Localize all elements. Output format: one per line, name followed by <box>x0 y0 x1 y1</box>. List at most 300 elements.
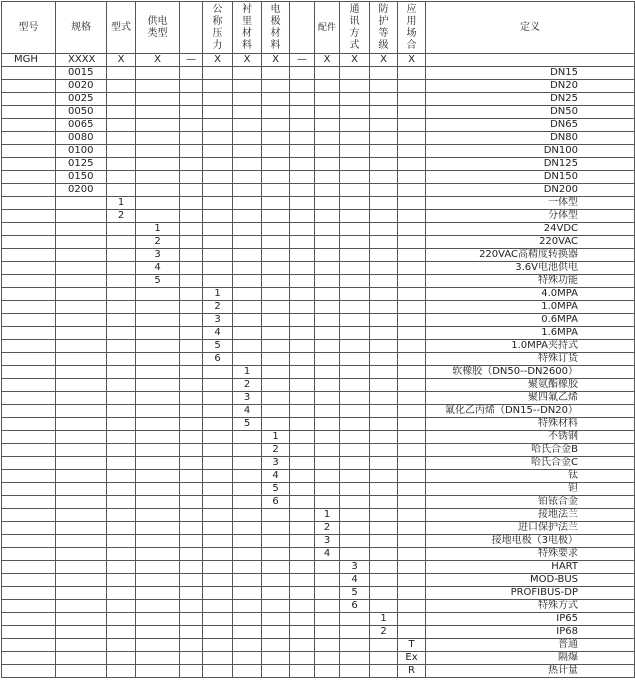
empty-cell <box>136 288 180 301</box>
option-code-electrode: 6 <box>262 496 290 509</box>
empty-cell <box>340 262 370 275</box>
empty-cell <box>290 561 315 574</box>
empty-cell <box>370 93 398 106</box>
empty-cell <box>340 457 370 470</box>
empty-cell <box>2 431 56 444</box>
empty-cell <box>136 587 180 600</box>
empty-cell <box>2 67 56 80</box>
table-row <box>2 67 635 80</box>
empty-cell <box>136 509 180 522</box>
empty-cell <box>107 665 136 678</box>
empty-cell <box>262 275 290 288</box>
empty-cell <box>315 223 340 236</box>
header-row <box>2 2 635 54</box>
empty-cell <box>107 80 136 93</box>
empty-cell <box>262 613 290 626</box>
empty-cell <box>315 158 340 171</box>
empty-cell <box>315 626 340 639</box>
empty-cell <box>136 444 180 457</box>
empty-cell <box>56 418 107 431</box>
code-fitting: X <box>315 54 340 67</box>
code-definition <box>426 54 635 67</box>
empty-cell <box>262 522 290 535</box>
empty-cell <box>203 392 233 405</box>
empty-cell <box>398 171 426 184</box>
option-definition: 聚四氟乙烯 <box>426 392 635 405</box>
empty-cell <box>262 171 290 184</box>
empty-cell <box>290 405 315 418</box>
empty-cell <box>203 275 233 288</box>
empty-cell <box>315 301 340 314</box>
table-row <box>2 106 635 119</box>
option-definition: 24VDC <box>426 223 635 236</box>
empty-cell <box>2 392 56 405</box>
empty-cell <box>315 314 340 327</box>
empty-cell <box>180 444 203 457</box>
empty-cell <box>370 80 398 93</box>
empty-cell <box>340 444 370 457</box>
option-code-comm: 5 <box>340 587 370 600</box>
empty-cell <box>315 639 340 652</box>
empty-cell <box>262 184 290 197</box>
empty-cell <box>136 431 180 444</box>
option-code-power: 1 <box>136 223 180 236</box>
empty-cell <box>290 184 315 197</box>
option-definition: DN15 <box>426 67 635 80</box>
empty-cell <box>370 405 398 418</box>
empty-cell <box>398 561 426 574</box>
empty-cell <box>136 210 180 223</box>
empty-cell <box>262 145 290 158</box>
header-dash-2 <box>290 2 315 54</box>
empty-cell <box>370 548 398 561</box>
option-definition: 特殊功能 <box>426 275 635 288</box>
option-code-fitting: 4 <box>315 548 340 561</box>
empty-cell <box>107 613 136 626</box>
empty-cell <box>56 509 107 522</box>
empty-cell <box>136 665 180 678</box>
code-dash-2: — <box>290 54 315 67</box>
empty-cell <box>180 197 203 210</box>
empty-cell <box>340 171 370 184</box>
empty-cell <box>56 639 107 652</box>
empty-cell <box>262 652 290 665</box>
empty-cell <box>290 535 315 548</box>
option-code-electrode: 1 <box>262 431 290 444</box>
code-lining: X <box>233 54 262 67</box>
option-code-spec: 0200 <box>56 184 107 197</box>
empty-cell <box>56 613 107 626</box>
empty-cell <box>315 600 340 613</box>
empty-cell <box>262 418 290 431</box>
empty-cell <box>262 314 290 327</box>
empty-cell <box>107 561 136 574</box>
empty-cell <box>180 145 203 158</box>
empty-cell <box>290 652 315 665</box>
option-definition: 进口保护法兰 <box>426 522 635 535</box>
code-comm: X <box>340 54 370 67</box>
empty-cell <box>107 340 136 353</box>
option-definition: IP68 <box>426 626 635 639</box>
empty-cell <box>370 158 398 171</box>
empty-cell <box>290 158 315 171</box>
empty-cell <box>180 184 203 197</box>
empty-cell <box>315 496 340 509</box>
table-row <box>2 184 635 197</box>
empty-cell <box>398 236 426 249</box>
empty-cell <box>203 80 233 93</box>
empty-cell <box>315 210 340 223</box>
option-definition: DN65 <box>426 119 635 132</box>
option-code-lining: 3 <box>233 392 262 405</box>
empty-cell <box>180 288 203 301</box>
option-code-application: Ex <box>398 652 426 665</box>
option-code-pressure: 5 <box>203 340 233 353</box>
empty-cell <box>290 80 315 93</box>
empty-cell <box>107 262 136 275</box>
empty-cell <box>262 379 290 392</box>
table-row <box>2 275 635 288</box>
empty-cell <box>203 67 233 80</box>
option-definition: 不锈钢 <box>426 431 635 444</box>
empty-cell <box>136 613 180 626</box>
empty-cell <box>180 522 203 535</box>
empty-cell <box>180 457 203 470</box>
empty-cell <box>203 262 233 275</box>
option-definition: PROFIBUS-DP <box>426 587 635 600</box>
empty-cell <box>370 379 398 392</box>
empty-cell <box>398 288 426 301</box>
option-definition: 普通 <box>426 639 635 652</box>
option-code-spec: 0080 <box>56 132 107 145</box>
header-power <box>136 2 180 54</box>
empty-cell <box>315 80 340 93</box>
empty-cell <box>56 431 107 444</box>
empty-cell <box>56 301 107 314</box>
option-definition: 接地法兰 <box>426 509 635 522</box>
empty-cell <box>136 418 180 431</box>
empty-cell <box>315 470 340 483</box>
option-definition: DN150 <box>426 171 635 184</box>
empty-cell <box>290 340 315 353</box>
empty-cell <box>56 327 107 340</box>
empty-cell <box>107 132 136 145</box>
empty-cell <box>315 379 340 392</box>
option-definition: DN25 <box>426 93 635 106</box>
empty-cell <box>340 535 370 548</box>
empty-cell <box>203 405 233 418</box>
empty-cell <box>370 509 398 522</box>
code-protect: X <box>370 54 398 67</box>
empty-cell <box>2 587 56 600</box>
empty-cell <box>180 171 203 184</box>
empty-cell <box>290 613 315 626</box>
empty-cell <box>180 67 203 80</box>
empty-cell <box>315 418 340 431</box>
empty-cell <box>2 210 56 223</box>
option-code-protect: 2 <box>370 626 398 639</box>
empty-cell <box>2 496 56 509</box>
empty-cell <box>136 574 180 587</box>
empty-cell <box>56 210 107 223</box>
empty-cell <box>107 288 136 301</box>
empty-cell <box>180 132 203 145</box>
empty-cell <box>136 80 180 93</box>
empty-cell <box>290 457 315 470</box>
empty-cell <box>2 301 56 314</box>
option-definition: MOD-BUS <box>426 574 635 587</box>
empty-cell <box>56 574 107 587</box>
empty-cell <box>180 600 203 613</box>
empty-cell <box>233 301 262 314</box>
empty-cell <box>2 652 56 665</box>
empty-cell <box>136 93 180 106</box>
empty-cell <box>56 587 107 600</box>
empty-cell <box>370 639 398 652</box>
option-code-fitting: 3 <box>315 535 340 548</box>
empty-cell <box>233 509 262 522</box>
table-row <box>2 288 635 301</box>
empty-cell <box>107 392 136 405</box>
empty-cell <box>233 171 262 184</box>
empty-cell <box>370 327 398 340</box>
table-row <box>2 80 635 93</box>
empty-cell <box>290 366 315 379</box>
empty-cell <box>233 184 262 197</box>
empty-cell <box>56 366 107 379</box>
code-electrode: X <box>262 54 290 67</box>
option-definition: 220VAC高精度转换器 <box>426 249 635 262</box>
empty-cell <box>56 522 107 535</box>
empty-cell <box>340 184 370 197</box>
empty-cell <box>136 405 180 418</box>
empty-cell <box>398 379 426 392</box>
empty-cell <box>233 665 262 678</box>
option-definition: 哈氏合金C <box>426 457 635 470</box>
option-definition: 1.0MPA <box>426 301 635 314</box>
empty-cell <box>180 626 203 639</box>
empty-cell <box>398 626 426 639</box>
empty-cell <box>180 119 203 132</box>
empty-cell <box>107 236 136 249</box>
empty-cell <box>315 171 340 184</box>
empty-cell <box>203 171 233 184</box>
empty-cell <box>180 483 203 496</box>
empty-cell <box>2 561 56 574</box>
empty-cell <box>56 561 107 574</box>
empty-cell <box>315 67 340 80</box>
empty-cell <box>340 93 370 106</box>
empty-cell <box>262 392 290 405</box>
table-row <box>2 197 635 210</box>
empty-cell <box>262 67 290 80</box>
empty-cell <box>2 158 56 171</box>
empty-cell <box>398 509 426 522</box>
empty-cell <box>56 236 107 249</box>
empty-cell <box>203 587 233 600</box>
empty-cell <box>56 535 107 548</box>
empty-cell <box>315 184 340 197</box>
empty-cell <box>56 470 107 483</box>
table-row <box>2 613 635 626</box>
empty-cell <box>315 288 340 301</box>
empty-cell <box>107 106 136 119</box>
empty-cell <box>398 197 426 210</box>
empty-cell <box>370 314 398 327</box>
table-row <box>2 145 635 158</box>
empty-cell <box>290 314 315 327</box>
empty-cell <box>315 236 340 249</box>
header-dash-1 <box>180 2 203 54</box>
empty-cell <box>107 171 136 184</box>
empty-cell <box>233 574 262 587</box>
empty-cell <box>398 93 426 106</box>
empty-cell <box>233 470 262 483</box>
option-definition: DN50 <box>426 106 635 119</box>
empty-cell <box>340 548 370 561</box>
empty-cell <box>2 197 56 210</box>
empty-cell <box>136 197 180 210</box>
empty-cell <box>233 67 262 80</box>
empty-cell <box>370 574 398 587</box>
empty-cell <box>290 327 315 340</box>
option-definition: 氟化乙丙烯（DN15--DN20） <box>426 405 635 418</box>
empty-cell <box>290 93 315 106</box>
empty-cell <box>56 665 107 678</box>
empty-cell <box>262 93 290 106</box>
empty-cell <box>340 106 370 119</box>
empty-cell <box>315 665 340 678</box>
empty-cell <box>203 418 233 431</box>
empty-cell <box>2 418 56 431</box>
empty-cell <box>340 483 370 496</box>
empty-cell <box>340 158 370 171</box>
empty-cell <box>315 340 340 353</box>
table-row <box>2 366 635 379</box>
code-power: X <box>136 54 180 67</box>
empty-cell <box>180 223 203 236</box>
empty-cell <box>233 145 262 158</box>
option-definition: DN200 <box>426 184 635 197</box>
empty-cell <box>262 665 290 678</box>
empty-cell <box>315 392 340 405</box>
option-code-pressure: 6 <box>203 353 233 366</box>
empty-cell <box>315 405 340 418</box>
option-code-power: 2 <box>136 236 180 249</box>
empty-cell <box>107 119 136 132</box>
empty-cell <box>136 314 180 327</box>
empty-cell <box>136 340 180 353</box>
empty-cell <box>315 366 340 379</box>
option-code-form: 1 <box>107 197 136 210</box>
option-definition: 3.6V电池供电 <box>426 262 635 275</box>
header-pressure <box>203 2 233 54</box>
empty-cell <box>180 431 203 444</box>
empty-cell <box>262 132 290 145</box>
empty-cell <box>370 197 398 210</box>
empty-cell <box>290 171 315 184</box>
empty-cell <box>107 548 136 561</box>
empty-cell <box>2 522 56 535</box>
empty-cell <box>262 574 290 587</box>
empty-cell <box>136 535 180 548</box>
empty-cell <box>136 379 180 392</box>
option-code-lining: 2 <box>233 379 262 392</box>
header-electrode-text: 电极材料 <box>270 3 281 51</box>
option-definition: 隔爆 <box>426 652 635 665</box>
empty-cell <box>107 522 136 535</box>
empty-cell <box>203 522 233 535</box>
empty-cell <box>315 262 340 275</box>
empty-cell <box>107 418 136 431</box>
empty-cell <box>290 379 315 392</box>
empty-cell <box>233 119 262 132</box>
empty-cell <box>180 301 203 314</box>
empty-cell <box>233 353 262 366</box>
empty-cell <box>203 119 233 132</box>
header-electrode <box>262 2 290 54</box>
empty-cell <box>290 665 315 678</box>
empty-cell <box>398 405 426 418</box>
empty-cell <box>180 353 203 366</box>
empty-cell <box>107 431 136 444</box>
empty-cell <box>370 249 398 262</box>
empty-cell <box>398 106 426 119</box>
empty-cell <box>107 457 136 470</box>
option-code-spec: 0150 <box>56 171 107 184</box>
empty-cell <box>262 223 290 236</box>
empty-cell <box>340 210 370 223</box>
table-row <box>2 301 635 314</box>
empty-cell <box>2 626 56 639</box>
empty-cell <box>203 184 233 197</box>
empty-cell <box>2 236 56 249</box>
empty-cell <box>203 236 233 249</box>
empty-cell <box>203 431 233 444</box>
empty-cell <box>370 444 398 457</box>
empty-cell <box>315 119 340 132</box>
empty-cell <box>56 548 107 561</box>
empty-cell <box>2 184 56 197</box>
empty-cell <box>340 418 370 431</box>
option-code-form: 2 <box>107 210 136 223</box>
empty-cell <box>262 236 290 249</box>
empty-cell <box>370 275 398 288</box>
empty-cell <box>398 431 426 444</box>
empty-cell <box>398 119 426 132</box>
empty-cell <box>262 119 290 132</box>
empty-cell <box>340 366 370 379</box>
empty-cell <box>262 626 290 639</box>
empty-cell <box>233 613 262 626</box>
empty-cell <box>398 613 426 626</box>
empty-cell <box>180 392 203 405</box>
table-row <box>2 639 635 652</box>
empty-cell <box>180 535 203 548</box>
empty-cell <box>370 106 398 119</box>
table-row <box>2 548 635 561</box>
empty-cell <box>262 548 290 561</box>
option-code-electrode: 3 <box>262 457 290 470</box>
empty-cell <box>107 301 136 314</box>
empty-cell <box>107 574 136 587</box>
empty-cell <box>315 275 340 288</box>
empty-cell <box>370 483 398 496</box>
empty-cell <box>107 587 136 600</box>
empty-cell <box>203 223 233 236</box>
empty-cell <box>340 340 370 353</box>
table-row <box>2 327 635 340</box>
